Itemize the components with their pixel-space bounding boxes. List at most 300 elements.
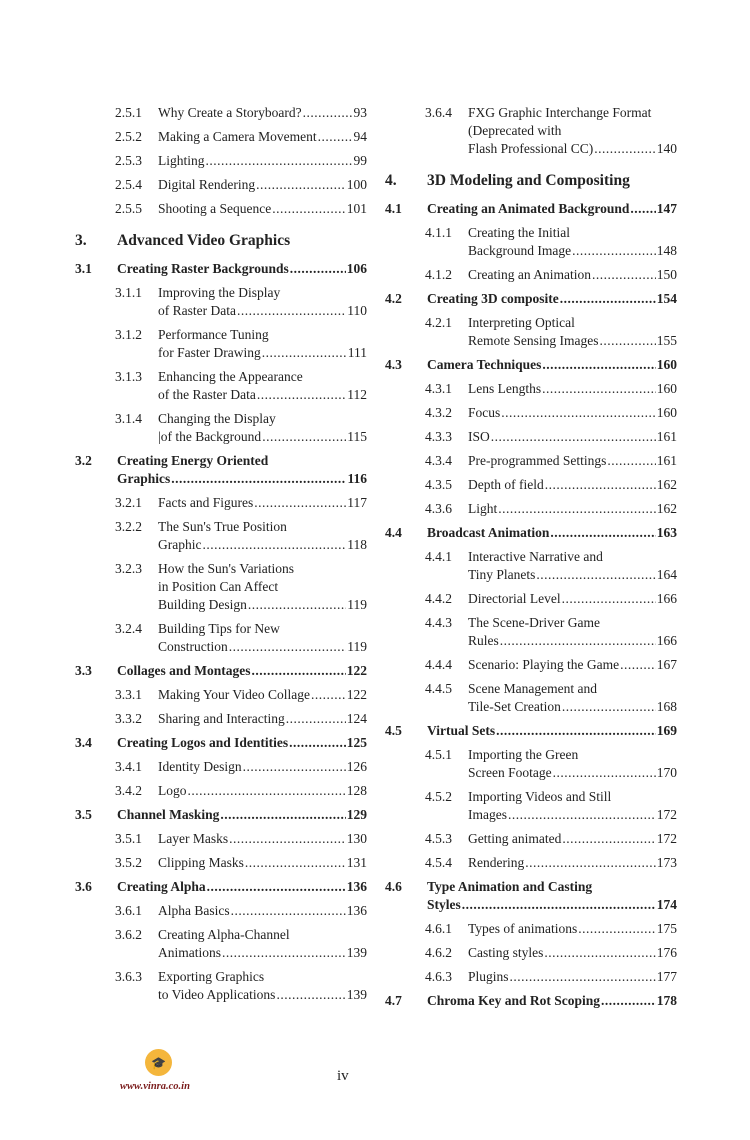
entry-title: Facts and Figures xyxy=(158,495,254,510)
dot-leader xyxy=(500,632,656,650)
toc-section xyxy=(385,290,677,308)
entry-page-number: 161 xyxy=(656,429,677,444)
toc-subsection xyxy=(75,830,367,848)
toc-subsection xyxy=(385,614,677,650)
toc-subsection xyxy=(75,686,367,704)
entry-number: 4.1.2 xyxy=(425,267,452,282)
entry-title: Layer Masks xyxy=(158,831,229,846)
entry-number: 3.1.4 xyxy=(115,411,142,426)
entry-title: Creating Raster Backgrounds xyxy=(117,261,289,276)
toc-subsection xyxy=(385,746,677,782)
toc-subsection xyxy=(385,920,677,938)
entry-page-number: 136 xyxy=(346,879,367,894)
entry-page-number: 130 xyxy=(346,831,367,846)
entry-number: 4.3.4 xyxy=(425,453,452,468)
entry-title: Plugins xyxy=(468,969,509,984)
entry-number: 4.4.2 xyxy=(425,591,452,606)
entry-title: Type Animation and Casting xyxy=(427,879,593,894)
entry-title: to Video Applications xyxy=(158,987,276,1002)
entry-page-number: 160 xyxy=(656,357,677,372)
entry-title: Rules xyxy=(468,633,499,648)
entry-number: 3.4 xyxy=(75,735,92,750)
dot-leader xyxy=(594,140,655,158)
entry-page-number: 173 xyxy=(656,855,677,870)
dot-leader xyxy=(272,200,346,218)
toc-subsection xyxy=(75,782,367,800)
entry-number: 4.6.2 xyxy=(425,945,452,960)
entry-title: Creating Alpha xyxy=(117,879,206,894)
entry-title: Images xyxy=(468,807,507,822)
entry-title: Styles xyxy=(427,897,461,912)
toc-subsection xyxy=(75,410,367,446)
entry-number: 4.2 xyxy=(385,291,402,306)
entry-title: Depth of field xyxy=(468,477,544,492)
entry-number: 4.3.5 xyxy=(425,477,452,492)
toc-subsection xyxy=(385,452,677,470)
entry-title: Exporting Graphics xyxy=(158,969,265,984)
entry-number: 4.4 xyxy=(385,525,402,540)
entry-title: Creating Alpha-Channel xyxy=(158,927,290,942)
publisher-website: www.vinra.co.in xyxy=(120,1081,190,1092)
entry-page-number: 110 xyxy=(347,303,367,318)
toc-subsection xyxy=(385,590,677,608)
toc-subsection xyxy=(75,620,367,656)
entry-title: Importing the Green xyxy=(468,747,579,762)
entry-title: How the Sun's Variations xyxy=(158,561,295,576)
entry-number: 4.4.1 xyxy=(425,549,452,564)
entry-page-number: 131 xyxy=(346,855,367,870)
toc-subsection xyxy=(385,788,677,824)
entry-title: Identity Design xyxy=(158,759,242,774)
dot-leader xyxy=(207,878,346,896)
dot-leader xyxy=(501,404,655,422)
toc-subsection xyxy=(75,968,367,1004)
entry-number: 3.4.1 xyxy=(115,759,142,774)
entry-page-number: 136 xyxy=(346,903,367,918)
dot-leader xyxy=(245,854,346,872)
entry-page-number: 116 xyxy=(347,471,367,486)
entry-title: of the Raster Data xyxy=(158,387,256,402)
dot-leader xyxy=(562,590,656,608)
entry-title: (Deprecated with xyxy=(468,123,562,138)
entry-page-number: 172 xyxy=(656,831,677,846)
entry-number: 3.1.1 xyxy=(115,285,142,300)
entry-title: Creating Energy Oriented xyxy=(117,453,269,468)
entry-title: Broadcast Animation xyxy=(427,525,550,540)
entry-title: Improving the Display xyxy=(158,285,281,300)
toc-subsection xyxy=(75,560,367,614)
toc-left-column xyxy=(75,104,367,1010)
entry-title: Tile-Set Creation xyxy=(468,699,561,714)
dot-leader xyxy=(222,944,346,962)
toc-section xyxy=(385,524,677,542)
entry-page-number: 176 xyxy=(656,945,677,960)
entry-title: Screen Footage xyxy=(468,765,552,780)
dot-leader xyxy=(202,536,346,554)
dot-leader xyxy=(188,782,346,800)
entry-number: 4.5.2 xyxy=(425,789,452,804)
entry-number: 3.6 xyxy=(75,879,92,894)
entry-page-number: 170 xyxy=(656,765,677,780)
entry-number: 4.2.1 xyxy=(425,315,452,330)
dot-leader xyxy=(262,344,347,362)
entry-number: 4.6.1 xyxy=(425,921,452,936)
entry-number: 3.2.4 xyxy=(115,621,142,636)
toc-subsection xyxy=(385,968,677,986)
entry-page-number: 160 xyxy=(656,381,677,396)
toc-subsection xyxy=(385,854,677,872)
entry-title: Creating 3D composite xyxy=(427,291,559,306)
entry-page-number: 124 xyxy=(346,711,367,726)
entry-title: ISO xyxy=(468,429,490,444)
dot-leader xyxy=(256,176,346,194)
entry-number: 3.1.2 xyxy=(115,327,142,342)
entry-title: FXG Graphic Interchange Format xyxy=(468,105,652,120)
toc-section xyxy=(385,878,677,914)
dot-leader xyxy=(243,758,346,776)
entry-number: 4.4.5 xyxy=(425,681,452,696)
entry-title: Shooting a Sequence xyxy=(158,201,272,216)
entry-title: Directorial Level xyxy=(468,591,561,606)
entry-page-number: 94 xyxy=(353,129,367,144)
dot-leader xyxy=(254,494,346,512)
dot-leader xyxy=(544,944,655,962)
entry-number: 2.5.4 xyxy=(115,177,142,192)
entry-title: Chroma Key and Rot Scoping xyxy=(427,993,601,1008)
toc-subsection xyxy=(75,902,367,920)
entry-page-number: 169 xyxy=(656,723,677,738)
entry-page-number: 139 xyxy=(346,987,367,1002)
entry-page-number: 122 xyxy=(346,663,367,678)
entry-title: Pre-programmed Settings xyxy=(468,453,607,468)
dot-leader xyxy=(311,686,346,704)
entry-page-number: 147 xyxy=(656,201,677,216)
entry-title: Flash Professional CC) xyxy=(468,141,594,156)
toc-subsection xyxy=(385,428,677,446)
entry-title: Interpreting Optical xyxy=(468,315,575,330)
dot-leader xyxy=(289,734,346,752)
entry-title: Types of animations xyxy=(468,921,578,936)
entry-page-number: 174 xyxy=(656,897,677,912)
dot-leader xyxy=(607,452,655,470)
entry-page-number: 128 xyxy=(346,783,367,798)
toc-subsection xyxy=(75,176,367,194)
toc-subsection xyxy=(385,404,677,422)
dot-leader xyxy=(550,524,655,542)
entry-number: 4.7 xyxy=(385,993,402,1008)
toc-subsection xyxy=(385,830,677,848)
entry-page-number: 164 xyxy=(656,567,677,582)
dot-leader xyxy=(545,476,656,494)
dot-leader xyxy=(578,920,655,938)
entry-page-number: 111 xyxy=(347,345,367,360)
entry-title: Building Design xyxy=(158,597,247,612)
dot-leader xyxy=(491,428,656,446)
entry-page-number: 162 xyxy=(656,477,677,492)
entry-title: The Sun's True Position xyxy=(158,519,287,534)
dot-leader xyxy=(560,290,656,308)
toc-subsection xyxy=(75,926,367,962)
entry-number: 3.2.3 xyxy=(115,561,142,576)
entry-number: 4.5.4 xyxy=(425,855,452,870)
entry-page-number: 150 xyxy=(656,267,677,282)
entry-number: 4.3.6 xyxy=(425,501,452,516)
entry-page-number: 119 xyxy=(347,597,367,612)
dot-leader xyxy=(290,260,346,278)
dot-leader xyxy=(562,830,655,848)
toc-subsection xyxy=(385,266,677,284)
entry-page-number: 100 xyxy=(346,177,367,192)
toc-subsection xyxy=(385,656,677,674)
entry-title: Logo xyxy=(158,783,187,798)
toc-section xyxy=(385,356,677,374)
entry-number: 3.2 xyxy=(75,453,92,468)
toc-section xyxy=(75,260,367,278)
toc-subsection xyxy=(385,314,677,350)
dot-leader xyxy=(620,656,656,674)
entry-number: 3.1.3 xyxy=(115,369,142,384)
entry-title: Graphics xyxy=(117,471,171,486)
entry-title: Creating an Animation xyxy=(468,267,591,282)
entry-page-number: 163 xyxy=(656,525,677,540)
dot-leader xyxy=(572,242,656,260)
dot-leader xyxy=(252,662,346,680)
dot-leader xyxy=(525,854,656,872)
dot-leader xyxy=(171,470,346,488)
entry-title: Creating an Animated Background xyxy=(427,201,630,216)
dot-leader xyxy=(276,986,345,1004)
entry-number: 3.2.2 xyxy=(115,519,142,534)
entry-title: Light xyxy=(468,501,498,516)
entry-number: 3.5.2 xyxy=(115,855,142,870)
dot-leader xyxy=(562,698,656,716)
toc-chapter xyxy=(75,232,367,250)
entry-title: of Raster Data xyxy=(158,303,236,318)
entry-number: 4.6.3 xyxy=(425,969,452,984)
dot-leader xyxy=(286,710,346,728)
entry-page-number: 93 xyxy=(353,105,367,120)
entry-page-number: 140 xyxy=(656,141,677,156)
entry-title: Clipping Masks xyxy=(158,855,244,870)
entry-title: Construction xyxy=(158,639,228,654)
entry-number: 3.6.4 xyxy=(425,105,452,120)
toc-subsection xyxy=(385,380,677,398)
dot-leader xyxy=(599,332,655,350)
entry-page-number: 125 xyxy=(346,735,367,750)
dot-leader xyxy=(206,152,353,170)
entry-page-number: 106 xyxy=(346,261,367,276)
entry-number: 4.1 xyxy=(385,201,402,216)
toc-subsection xyxy=(75,326,367,362)
entry-title: Sharing and Interacting xyxy=(158,711,285,726)
dot-leader xyxy=(498,500,656,518)
entry-title: Animations xyxy=(158,945,221,960)
toc-section xyxy=(75,734,367,752)
entry-title: Collages and Montages xyxy=(117,663,251,678)
entry-title: Making a Camera Movement xyxy=(158,129,317,144)
entry-title: The Scene-Driver Game xyxy=(468,615,600,630)
toc-subsection xyxy=(385,680,677,716)
entry-title: Casting styles xyxy=(468,945,544,960)
dot-leader xyxy=(553,764,656,782)
toc-subsection xyxy=(385,104,677,158)
entry-title: Lens Lengths xyxy=(468,381,542,396)
toc-subsection xyxy=(75,128,367,146)
entry-page-number: 154 xyxy=(656,291,677,306)
entry-title: Advanced Video Graphics xyxy=(117,232,291,249)
entry-number: 2.5.5 xyxy=(115,201,142,216)
entry-number: 2.5.3 xyxy=(115,153,142,168)
dot-leader xyxy=(542,356,655,374)
entry-number: 4.3.3 xyxy=(425,429,452,444)
toc-subsection xyxy=(75,854,367,872)
dot-leader xyxy=(229,830,346,848)
entry-title: in Position Can Affect xyxy=(158,579,279,594)
entry-title: Alpha Basics xyxy=(158,903,230,918)
entry-number: 3.3.2 xyxy=(115,711,142,726)
dot-leader xyxy=(508,806,656,824)
entry-page-number: 167 xyxy=(656,657,677,672)
entry-title: Virtual Sets xyxy=(427,723,496,738)
entry-page-number: 177 xyxy=(656,969,677,984)
entry-page-number: 129 xyxy=(346,807,367,822)
entry-number: 3.5.1 xyxy=(115,831,142,846)
entry-number: 3.6.3 xyxy=(115,969,142,984)
publisher-logo xyxy=(145,1049,172,1076)
dot-leader xyxy=(248,596,346,614)
dot-leader xyxy=(229,638,347,656)
toc-section xyxy=(75,806,367,824)
entry-page-number: 172 xyxy=(656,807,677,822)
entry-page-number: 155 xyxy=(656,333,677,348)
toc-section xyxy=(75,662,367,680)
dot-leader xyxy=(231,902,346,920)
entry-title: Remote Sensing Images xyxy=(468,333,599,348)
entry-number: 3.6.1 xyxy=(115,903,142,918)
toc-section xyxy=(385,200,677,218)
entry-page-number: 166 xyxy=(656,633,677,648)
toc-subsection xyxy=(75,200,367,218)
toc-subsection xyxy=(75,494,367,512)
entry-title: Background Image xyxy=(468,243,572,258)
toc-subsection xyxy=(385,548,677,584)
toc-subsection xyxy=(75,518,367,554)
entry-title: Creating the Initial xyxy=(468,225,570,240)
entry-title: 3D Modeling and Compositing xyxy=(427,172,630,189)
entry-page-number: 148 xyxy=(656,243,677,258)
entry-number: 2.5.1 xyxy=(115,105,142,120)
entry-title: for Faster Drawing xyxy=(158,345,261,360)
entry-number: 4.4.3 xyxy=(425,615,452,630)
toc-right-column xyxy=(385,104,677,1016)
dot-leader xyxy=(630,200,655,218)
toc-subsection xyxy=(385,224,677,260)
entry-title: Interactive Narrative and xyxy=(468,549,603,564)
dot-leader xyxy=(237,302,346,320)
entry-number: 3.3.1 xyxy=(115,687,142,702)
entry-title: Importing Videos and Still xyxy=(468,789,612,804)
entry-number: 4. xyxy=(385,172,397,189)
toc-section xyxy=(75,878,367,896)
entry-title: Creating Logos and Identities xyxy=(117,735,289,750)
entry-number: 3.2.1 xyxy=(115,495,142,510)
toc-section xyxy=(75,452,367,488)
entry-number: 3.5 xyxy=(75,807,92,822)
entry-page-number: 166 xyxy=(656,591,677,606)
entry-number: 3.1 xyxy=(75,261,92,276)
dot-leader xyxy=(542,380,656,398)
entry-number: 4.6 xyxy=(385,879,402,894)
entry-number: 3. xyxy=(75,232,87,249)
page-number: iv xyxy=(337,1068,349,1084)
dot-leader xyxy=(220,806,345,824)
entry-title: Changing the Display xyxy=(158,411,276,426)
entry-page-number: 117 xyxy=(347,495,367,510)
entry-title: Scenario: Playing the Game xyxy=(468,657,620,672)
entry-page-number: 101 xyxy=(346,201,367,216)
entry-title: Channel Masking xyxy=(117,807,220,822)
entry-title: Focus xyxy=(468,405,501,420)
entry-page-number: 160 xyxy=(656,405,677,420)
dot-leader xyxy=(318,128,353,146)
entry-page-number: 175 xyxy=(656,921,677,936)
toc-subsection xyxy=(75,104,367,122)
entry-title: Scene Management and xyxy=(468,681,597,696)
entry-number: 4.3.1 xyxy=(425,381,452,396)
entry-title: Digital Rendering xyxy=(158,177,256,192)
entry-page-number: 161 xyxy=(656,453,677,468)
entry-number: 4.1.1 xyxy=(425,225,452,240)
toc-subsection xyxy=(385,476,677,494)
dot-leader xyxy=(496,722,656,740)
entry-number: 3.6.2 xyxy=(115,927,142,942)
entry-number: 4.4.4 xyxy=(425,657,452,672)
dot-leader xyxy=(462,896,656,914)
entry-page-number: 119 xyxy=(347,639,367,654)
entry-page-number: 99 xyxy=(353,153,367,168)
entry-page-number: 178 xyxy=(656,993,677,1008)
entry-number: 3.4.2 xyxy=(115,783,142,798)
dot-leader xyxy=(601,992,656,1010)
entry-title: Camera Techniques xyxy=(427,357,542,372)
toc-subsection xyxy=(385,500,677,518)
entry-page-number: 126 xyxy=(346,759,367,774)
entry-number: 4.5 xyxy=(385,723,402,738)
entry-title: Performance Tuning xyxy=(158,327,269,342)
graduation-cap-icon: 🎓 xyxy=(151,1055,166,1070)
entry-number: 4.3.2 xyxy=(425,405,452,420)
entry-number: 4.5.1 xyxy=(425,747,452,762)
entry-number: 2.5.2 xyxy=(115,129,142,144)
dot-leader xyxy=(262,428,346,446)
entry-title: Tiny Planets xyxy=(468,567,536,582)
toc-section xyxy=(385,992,677,1010)
dot-leader xyxy=(536,566,655,584)
entry-page-number: 162 xyxy=(656,501,677,516)
entry-title: |of the Background xyxy=(158,429,262,444)
dot-leader xyxy=(592,266,656,284)
toc-subsection xyxy=(75,152,367,170)
entry-title: Getting animated xyxy=(468,831,562,846)
entry-page-number: 112 xyxy=(347,387,367,402)
entry-number: 3.3 xyxy=(75,663,92,678)
toc-chapter xyxy=(385,172,677,190)
dot-leader xyxy=(303,104,353,122)
dot-leader xyxy=(257,386,346,404)
toc-section xyxy=(385,722,677,740)
toc-subsection xyxy=(75,710,367,728)
entry-title: Lighting xyxy=(158,153,205,168)
